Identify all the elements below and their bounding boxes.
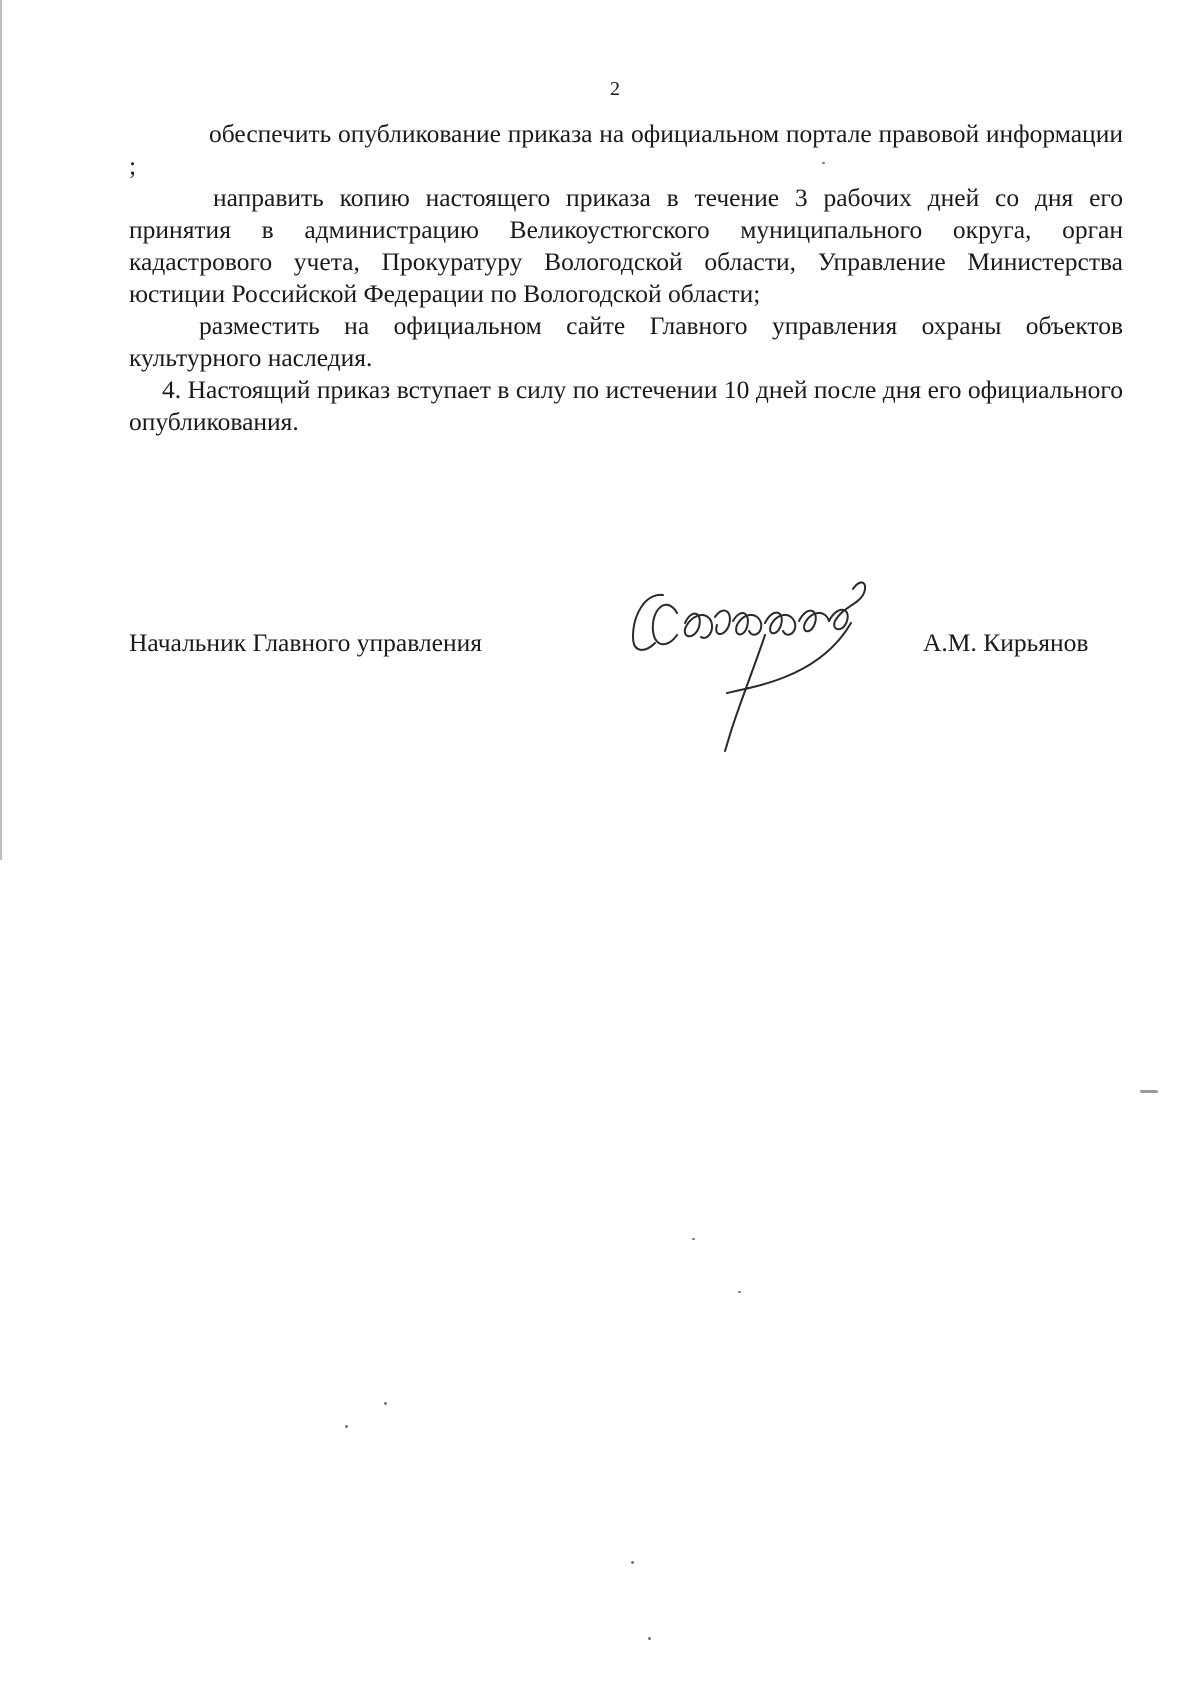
document-body [129,118,1123,438]
scan-speck [631,1561,634,1564]
scan-edge [0,0,2,860]
scan-speck [692,1238,695,1240]
scan-speck [822,162,825,164]
paragraph-publication: обеспечить опубликование приказа на официальном портале правовой информации ; [129,119,1123,180]
scan-speck [1140,1090,1158,1093]
paragraph-website: разместить на официальном сайте Главного управления охраны объектов культурного наследия. [129,311,1123,372]
scan-speck [384,1402,387,1405]
scan-speck [738,1291,741,1293]
scan-speck [345,1425,348,1428]
signatory-name: А.М. Кирьянов [923,628,1089,657]
paragraph-entry-into-force: 4. Настоящий приказ вступает в силу по истечении 10 дней после дня его официального опубликования. [129,375,1123,436]
page-number: 2 [610,78,620,100]
signatory-position: Начальник Главного управления [129,628,482,657]
paragraph-copy-distribution: направить копию настоящего приказа в течение 3 рабочих дней со дня его принятия в администрацию Великоустюгского муниципального округа, орган кадастрового учета, Прокуратуру Вологодской области, Управление Министерства юстиции Российской Федерации по Вологодской области; [129,183,1123,308]
scan-speck [648,1637,651,1640]
handwritten-signature [615,565,915,755]
